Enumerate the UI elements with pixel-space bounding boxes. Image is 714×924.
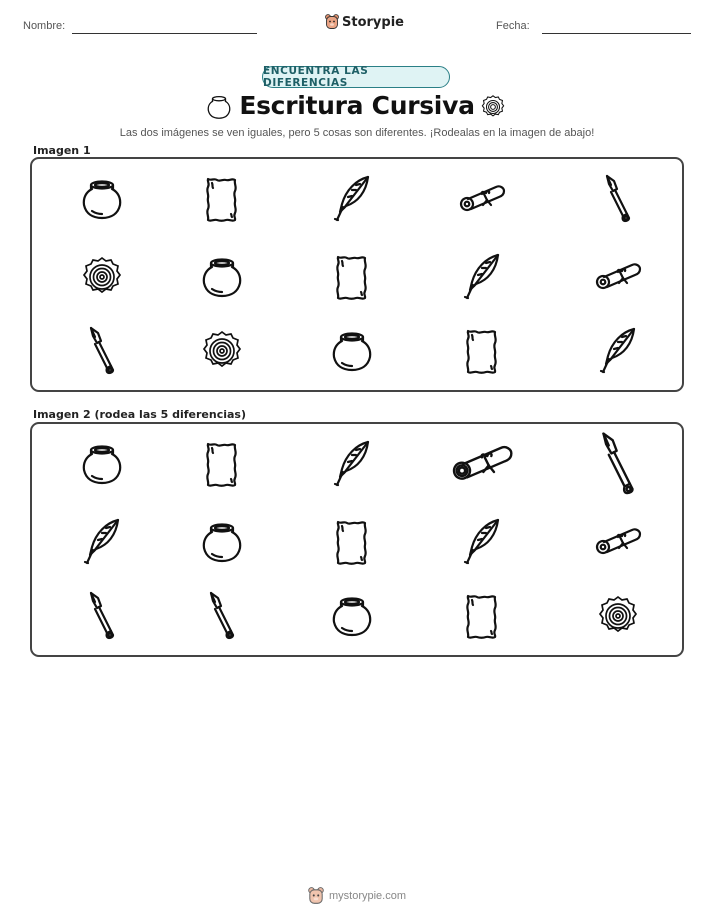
image2-label: Imagen 2 (rodea las 5 diferencias): [33, 408, 247, 421]
pen-nib-icon[interactable]: [77, 588, 127, 644]
pen-nib-icon: [77, 323, 127, 379]
quill-icon[interactable]: [77, 514, 127, 570]
image1-panel: [30, 157, 684, 392]
footer: [0, 887, 714, 905]
parchment-icon[interactable]: [457, 588, 507, 644]
pen-nib-icon[interactable]: [197, 588, 247, 644]
pen-nib-icon: [593, 171, 643, 227]
wax-seal-icon[interactable]: [593, 588, 643, 644]
inkpot-icon[interactable]: [77, 436, 127, 492]
page-title: Escritura Cursiva: [239, 91, 475, 120]
instructions: Las dos imágenes se ven iguales, pero 5 cosas son diferentes. ¡Rodealas en la imagen de abajo!: [119, 127, 595, 139]
parchment-icon[interactable]: [327, 514, 377, 570]
scroll-icon[interactable]: [457, 436, 507, 492]
footer-url: mystorypie.com: [328, 890, 407, 902]
date-field[interactable]: [542, 33, 691, 34]
quill-icon: [327, 171, 377, 227]
brand-logo: [325, 14, 404, 30]
name-field[interactable]: [72, 33, 257, 34]
name-label: Nombre:: [23, 20, 66, 32]
bear-logo-icon: [308, 887, 324, 905]
parchment-icon: [327, 249, 377, 305]
brand-name: Storypie: [342, 14, 404, 30]
inkpot-icon[interactable]: [327, 588, 377, 644]
quill-icon: [593, 323, 643, 379]
parchment-icon: [457, 323, 507, 379]
pen-nib-icon[interactable]: [593, 436, 643, 492]
inkpot-icon[interactable]: [197, 514, 247, 570]
inkpot-icon: [77, 171, 127, 227]
scroll-icon[interactable]: [593, 514, 643, 570]
parchment-icon[interactable]: [197, 436, 247, 492]
image1-label: Imagen 1: [33, 144, 91, 157]
wax-seal-icon: [197, 323, 247, 379]
quill-icon[interactable]: [327, 436, 377, 492]
activity-badge: ENCUENTRA LAS DIFERENCIAS: [262, 66, 450, 88]
wax-seal-icon: [77, 249, 127, 305]
quill-icon[interactable]: [457, 514, 507, 570]
bear-logo-icon: [325, 14, 339, 30]
image2-panel[interactable]: [30, 422, 684, 657]
quill-icon: [457, 249, 507, 305]
inkpot-icon: [327, 323, 377, 379]
inkpot-icon: [197, 249, 247, 305]
scroll-icon: [457, 171, 507, 227]
parchment-icon: [197, 171, 247, 227]
date-label: Fecha:: [496, 20, 530, 32]
title-wax-seal-icon: [480, 94, 506, 120]
scroll-icon: [593, 249, 643, 305]
